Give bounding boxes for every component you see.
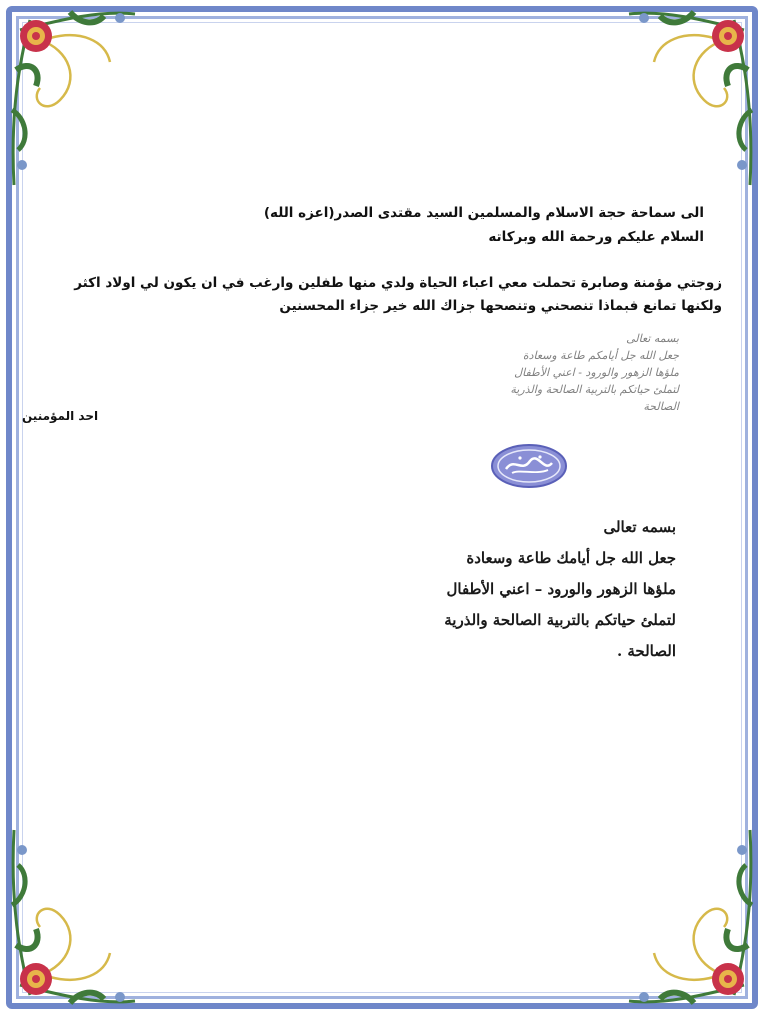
floral-corner-icon (0, 825, 140, 1015)
letter-heading: الى سماحة حجة الاسلام والمسلمين السيد مقتدى الصدر(اعزه الله) (263, 205, 704, 221)
reply-text (356, 512, 676, 667)
handwritten-line: الصالحة (643, 400, 679, 413)
reply-line: ملؤها الزهور والورود – اعني الأطفال (446, 580, 676, 598)
handwritten-note (429, 330, 679, 415)
floral-corner-icon (624, 825, 764, 1015)
letter-body (32, 272, 722, 318)
letter-sender: احد المؤمنين (22, 409, 99, 423)
handwritten-line: ملؤها الزهور والورود - اعني الأطفال (514, 366, 679, 379)
letter-body-line: ولكنها تمانع فبماذا تنصحني وتنصحها جزاك الله خير جزاء المحسنين (279, 298, 722, 314)
handwritten-line: جعل الله جل أيامكم طاعة وسعادة (522, 349, 679, 362)
reply-line: لتملئ حياتكم بالتربية الصالحة والذرية (444, 611, 676, 629)
letter-body-line: زوجتي مؤمنة وصابرة تحملت معي اعباء الحياة ولدي منها طفلين وارغب في ان يكون لي اولاد اكثر (74, 275, 722, 291)
reply-line: بسمه تعالى (603, 518, 676, 536)
seal-stamp-icon (490, 443, 568, 489)
reply-line: جعل الله جل أيامك طاعة وسعادة (466, 549, 676, 567)
handwritten-line: لتملئ حياتكم بالتربية الصالحة والذرية (510, 383, 679, 396)
floral-corner-icon (0, 0, 140, 190)
handwritten-line: بسمه تعالى (626, 332, 679, 345)
reply-line: الصالحة . (616, 642, 676, 660)
floral-corner-icon (624, 0, 764, 190)
letter-greeting: السلام عليكم ورحمة الله وبركاته (488, 229, 704, 245)
